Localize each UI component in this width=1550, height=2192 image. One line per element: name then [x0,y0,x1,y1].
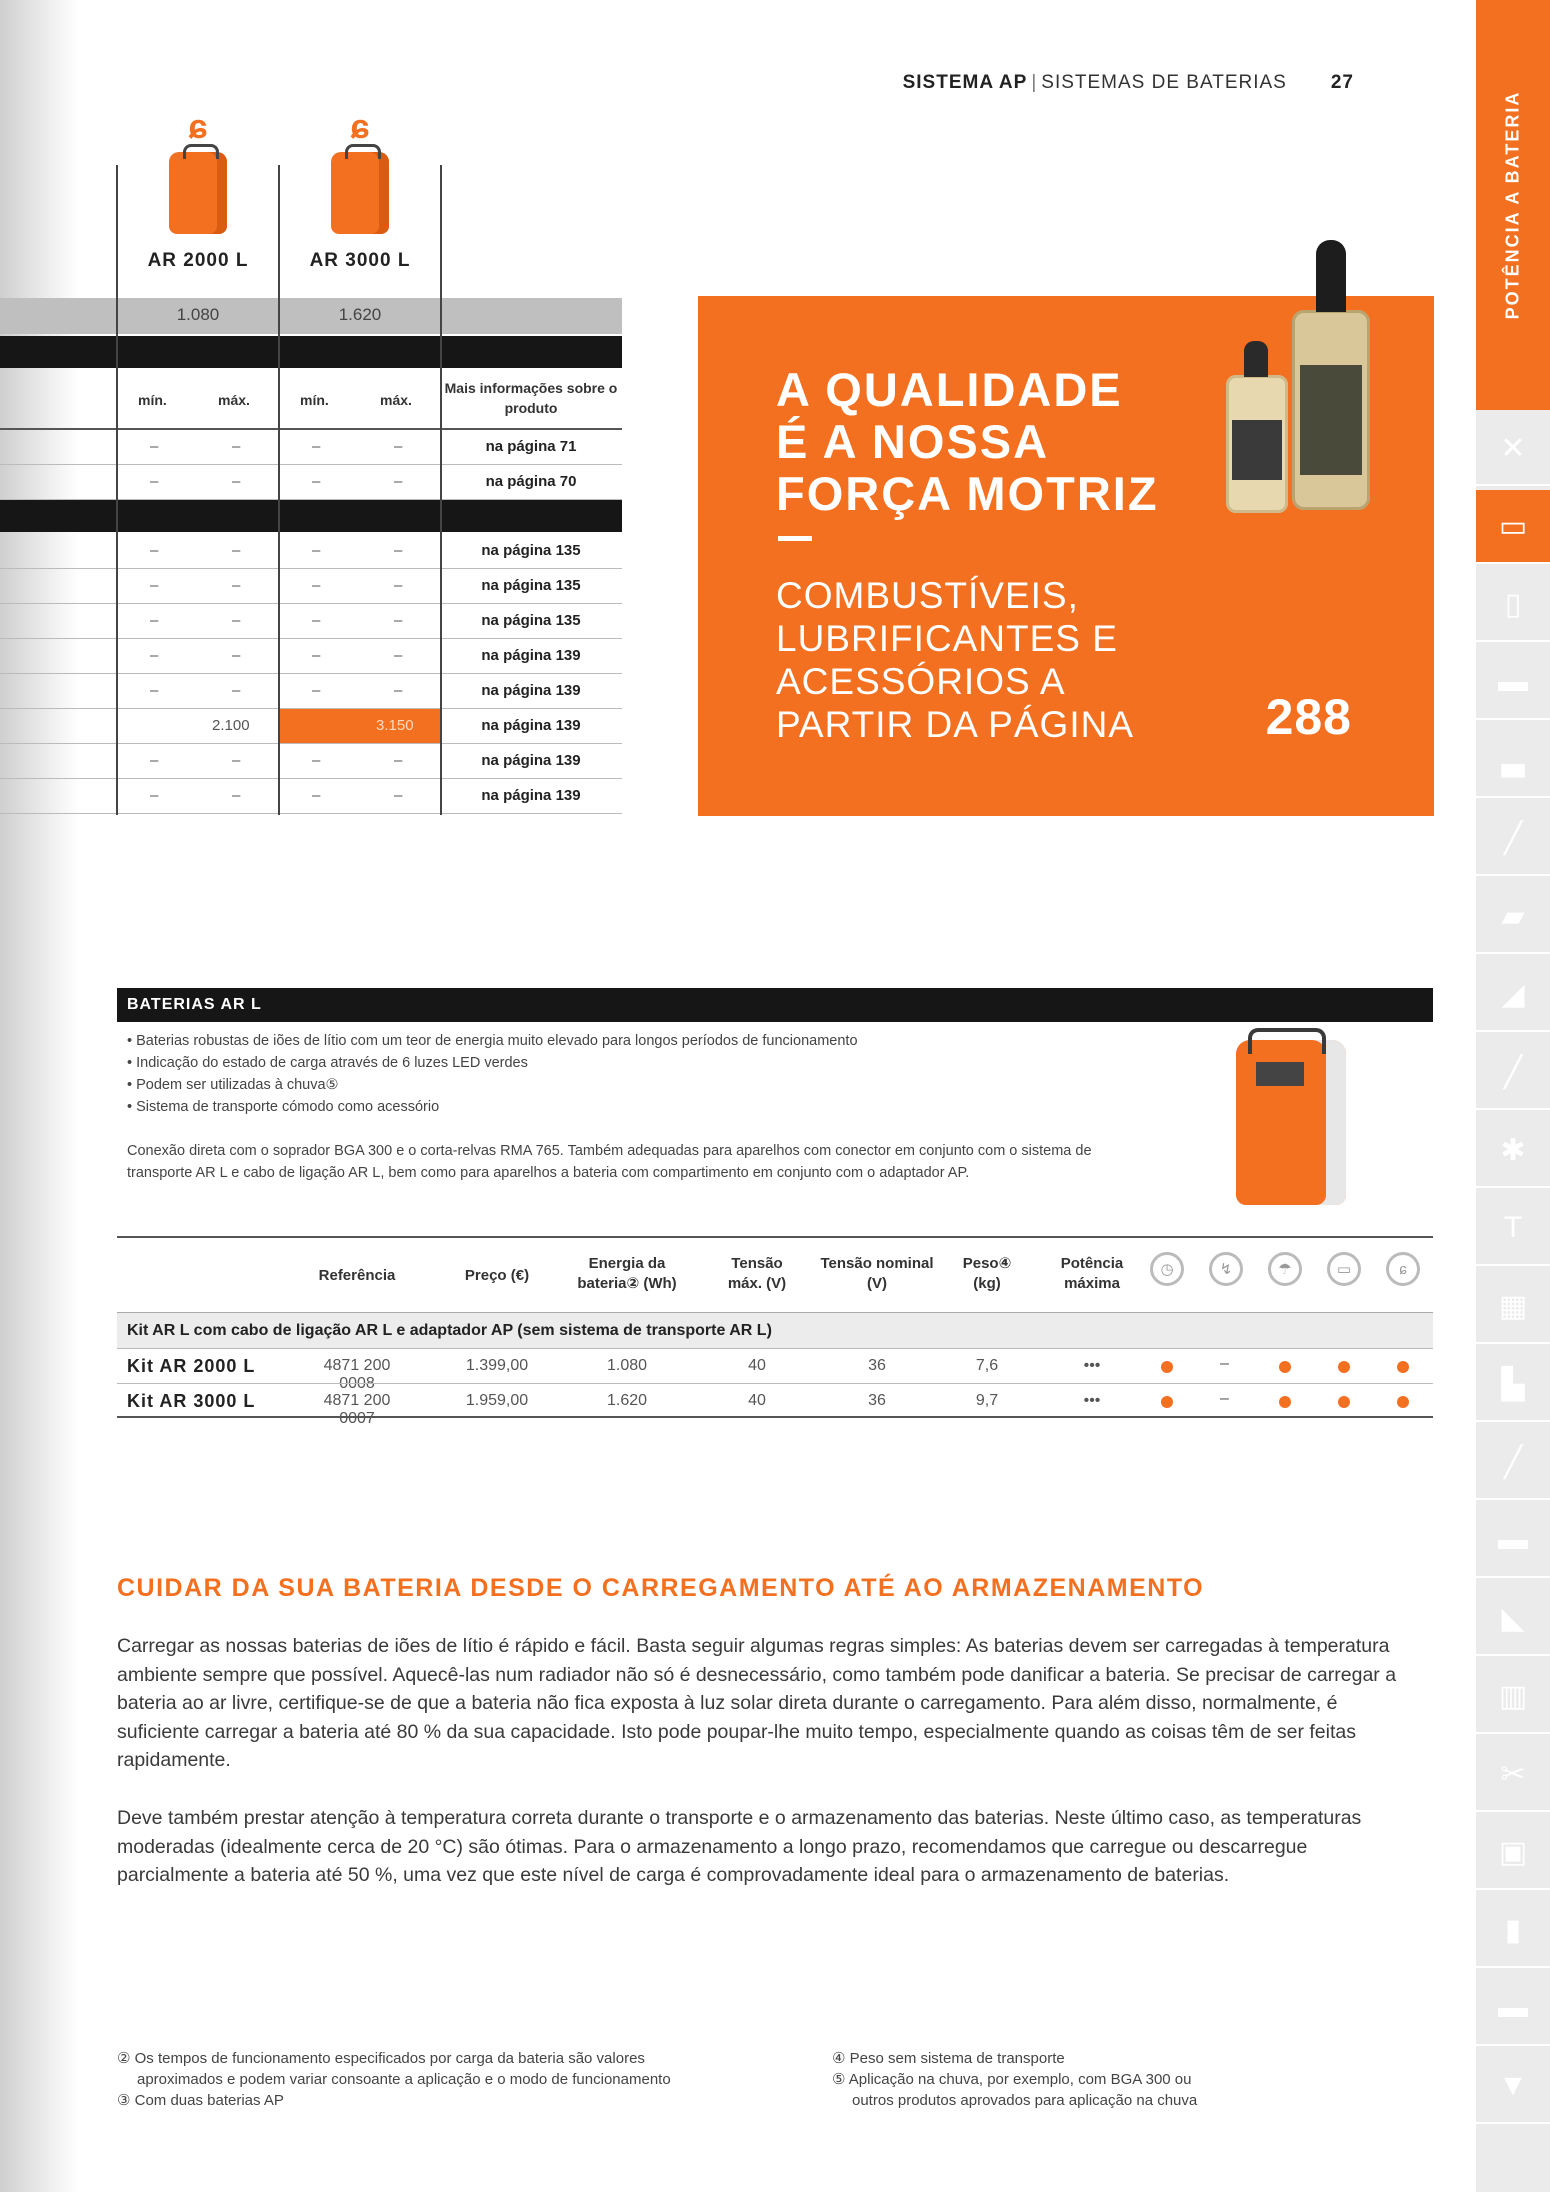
compatibility-dot [1161,1361,1173,1373]
footnote-4: ④ Peso sem sistema de transporte [832,2050,1065,2067]
max-power: ••• [1083,1392,1101,1409]
footnote-2: ② Os tempos de funcionamento especificados por carga da bateria são valores [117,2050,645,2067]
battery-icon[interactable]: ▭ [1476,490,1550,564]
book-icon[interactable]: ▥ [1476,1660,1550,1734]
category-sidebar [1476,0,1550,2192]
cell: – [150,473,159,490]
compatibility-dot [1338,1396,1350,1408]
max-header: máx. [218,392,250,408]
cell: – [1220,1390,1229,1407]
section-title: BATERIAS AR L [127,996,262,1013]
compatibility-dot [1397,1396,1409,1408]
shredder-icon[interactable]: ▦ [1476,1270,1550,1344]
tractor-icon[interactable]: ▙ [1476,1348,1550,1422]
table-row [117,1383,1433,1427]
page-reference: na página 71 [485,438,577,455]
ar-battery-image [1236,1040,1346,1205]
max-power: ••• [1083,1357,1101,1374]
list-item: • Baterias robustas de iões de lítio com um teor de energia muito elevado para longos períodos de funcionamento [127,1030,858,1052]
section-title-bar [117,988,1433,1022]
spec-table-header [117,1238,1433,1312]
cell: – [232,577,241,594]
cultivator-icon[interactable]: ✱ [1476,1114,1550,1188]
col-peso: Peso④ (kg) [962,1255,1012,1292]
header-system: SISTEMA AP [902,72,1028,93]
footnote-5: ⑤ Aplicação na chuva, por exemplo, com BGA 300 ou [832,2071,1192,2088]
promo-subtitle: COMBUSTÍVEIS, LUBRIFICANTES E ACESSÓRIOS A PARTIR DA PÁGINA [776,575,1134,745]
product-column-ar3000 [279,100,441,295]
ap-system-logo-icon: ɕ [350,108,370,146]
dog-icon[interactable]: ◣ [1476,1582,1550,1656]
cell: – [394,752,403,769]
cell: – [232,473,241,490]
chainsaw-icon[interactable]: ▬ [1476,646,1550,720]
energy-value: 1.620 [338,305,382,324]
cell: – [394,577,403,594]
saw-icon[interactable]: ▬ [1476,1504,1550,1578]
page-reference: na página 139 [481,682,581,699]
page-reference: na página 139 [481,787,581,804]
case-icon[interactable]: ▬ [1476,1972,1550,2046]
rain-icon: ☂ [1268,1252,1302,1286]
page-header [903,72,1354,94]
cell: – [312,682,321,699]
compatibility-dot [1338,1361,1350,1373]
compatibility-dot [1279,1361,1291,1373]
header-subtitle: SISTEMAS DE BATERIAS [1041,72,1287,93]
column-divider [116,165,118,815]
bottle-label [1232,420,1282,480]
max-header: máx. [380,392,412,408]
bottle-label [1300,365,1362,475]
pole-pruner-icon[interactable]: ╱ [1476,1036,1550,1110]
page-reference: na página 135 [481,612,581,629]
phone-icon[interactable]: ▯ [1476,568,1550,642]
promo-page-number: 288 [1265,689,1352,745]
box-icon[interactable]: ▣ [1476,1816,1550,1890]
min-header: mín. [300,392,329,408]
kit-name: Kit AR 3000 L [127,1391,256,1411]
sidebar-category-tab[interactable] [1476,0,1550,410]
weight: 7,6 [975,1357,999,1374]
footnote-5-cont: outros produtos aprovados para aplicação na chuva [852,2092,1198,2109]
battery-description: Conexão direta com o soprador BGA 300 e o corta-relvas RMA 765. Também adequadas para aparelhos com conector em conjunto com o sistema de transporte AR L e cabo de ligação AR L, bem como para aparelhos a bateria com compartimento em conjunto com o adaptador AP. [127,1143,1092,1181]
brushcutter-icon[interactable]: ╱ [1476,802,1550,876]
table-row [0,779,622,814]
care-heading: CUIDAR DA SUA BATERIA DESDE O CARREGAMENTO ATÉ AO ARMAZENAMENTO [117,1574,1205,1602]
footnote-2-cont: aproximados e podem variar consoante a aplicação e o modo de funcionamento [137,2071,671,2088]
cell: 2.100 [212,717,250,734]
table-row [0,465,622,500]
col-potencia: Potência máxima [1060,1255,1124,1292]
col-preco: Preço (€) [464,1267,530,1284]
compatibility-dot [1279,1396,1291,1408]
col-tensao-nominal: Tensão nominal (V) [820,1255,934,1292]
cell: – [150,612,159,629]
page-reference: na página 139 [481,752,581,769]
promo-title: A QUALIDADE É A NOSSA FORÇA MOTRIZ [776,363,1159,520]
cell: – [232,438,241,455]
spec-group-row [117,1312,1433,1348]
page-number: 27 [1330,72,1354,93]
battery-pack-image [169,152,227,234]
kit-name: Kit AR 2000 L [127,1356,256,1376]
cell: – [150,647,159,664]
battery-pack-image [331,152,389,234]
charge-icon: ↯ [1209,1252,1243,1286]
energy: 1.080 [606,1357,648,1374]
list-item: • Sistema de transporte cómodo como acessório [127,1096,858,1118]
column-divider [440,165,442,815]
cell: – [312,787,321,804]
col-referencia: Referência [318,1267,396,1284]
ap-system-icon: ɕ [1386,1252,1420,1286]
sidebar-category-label: POTÊNCIA A BATERIA [1502,90,1523,320]
cell: – [394,473,403,490]
energy-row [0,298,622,334]
price: 1.959,00 [465,1392,529,1409]
compatibility-dot [1161,1396,1173,1408]
blower-icon[interactable]: ▰ [1476,880,1550,954]
table-header-row [0,370,622,430]
care-paragraph-1: Carregar as nossas baterias de iões de lítio é rápido e fácil. Basta seguir algumas regras simples: As baterias devem ser carregadas à temperatura ambiente sempre que possível. Aquecê-las num radiador não só é desnecessário, como também pode danificar a bateria. Se precisar de carregar a bateria ao ar livre, certifique-se de que a bateria não fica exposta à luz solar direta durante o carregamento. Para além disso, normalmente, é suficiente carregar a bateria até 80 % da sua capacidade. Isto pode poupar-lhe muito tempo, especialmente quando as coisas têm de ser feitas rapidamente. [117,1635,1397,1771]
table-row [0,639,622,674]
care-paragraph-2: Deve também prestar atenção à temperatura correta durante o transporte e o armazenamento das baterias. Neste último caso, as temperaturas moderadas (idealmente cerca de 20 °C) são ótimas. Para o armazenamento a longo prazo, recomendamos que carregue ou descarregue parcialmente a bateria até 50 %, uma vez que este nível de carga é comprovadamente ideal para o armazenamento de baterias. [117,1807,1362,1886]
product-comparison-table [0,100,625,820]
promo-dash [778,536,812,541]
cell: – [232,612,241,629]
cell: – [394,438,403,455]
feature-list [127,1030,858,1118]
energy: 1.620 [606,1392,648,1409]
product-name: AR 3000 L [309,250,411,271]
cell: – [394,542,403,559]
page-reference: na página 139 [481,647,581,664]
cell: – [150,787,159,804]
table-divider-bar [0,336,622,368]
page-reference: na página 135 [481,577,581,594]
table-row [0,604,622,639]
product-column-ar2000 [117,100,279,295]
energy-value: 1.080 [176,305,220,324]
table-row-highlighted [0,709,622,744]
tools-icon[interactable]: ✕ [1476,412,1550,486]
cell: – [232,752,241,769]
price: 1.399,00 [465,1357,529,1374]
cell: – [394,787,403,804]
col-energia: Energia da bateria② (Wh) [577,1255,677,1292]
cell: – [394,647,403,664]
table-divider-bar [0,500,622,532]
ap-system-logo-icon: ɕ [188,108,208,146]
more-info-header: Mais informações sobre o produto [444,380,618,416]
cell: – [312,577,321,594]
trimmer-icon[interactable]: ╱ [1476,1426,1550,1500]
battery-display [1256,1062,1304,1086]
cell: – [394,682,403,699]
bottle-icon[interactable]: ▮ [1476,1894,1550,1968]
footnote-3: ③ Com duas baterias AP [117,2092,284,2109]
page-reference: na página 135 [481,542,581,559]
cell: – [394,612,403,629]
cell: – [232,787,241,804]
cell: – [232,647,241,664]
cell: – [312,473,321,490]
mower-icon[interactable]: ◢ [1476,958,1550,1032]
min-header: mín. [138,392,167,408]
pruner-icon[interactable]: ✂ [1476,1738,1550,1812]
column-divider [278,165,280,815]
hedge-trimmer-icon[interactable]: ▃ [1476,724,1550,798]
highlight-cell [280,709,440,743]
cell: 3.150 [376,717,414,734]
table-row [0,674,622,709]
voltage-nominal: 36 [868,1392,886,1409]
table-row [0,534,622,569]
cell: – [1220,1355,1229,1372]
cell: – [312,438,321,455]
cell: – [150,752,159,769]
sprayer-icon[interactable]: T [1476,1192,1550,1266]
voltage-nominal: 36 [868,1357,886,1374]
list-item: • Indicação do estado de carga através de 6 luzes LED verdes [127,1052,858,1074]
col-tensao-max: Tensão máx. (V) [727,1255,787,1292]
header-separator: | [1031,72,1038,93]
table-row [117,1348,1433,1392]
cell: – [312,612,321,629]
page-reference: na página 139 [481,717,581,734]
page-reference: na página 70 [485,473,577,490]
cell: – [312,647,321,664]
cell: – [232,542,241,559]
cell: – [150,682,159,699]
table-row [0,744,622,779]
list-item: • Podem ser utilizadas à chuva⑤ [127,1074,858,1096]
voltage-max: 40 [748,1392,766,1409]
voltage-max: 40 [748,1357,766,1374]
cell: – [150,542,159,559]
table-row [0,430,622,465]
weight: 9,7 [975,1392,999,1409]
cell: – [312,752,321,769]
cell: – [150,438,159,455]
ref-number: 4871 200 0008 [323,1357,391,1392]
spec-table [117,1236,1433,1427]
cell: – [232,682,241,699]
group-label: Kit AR L com cabo de ligação AR L e adaptador AP (sem sistema de transporte AR L) [127,1322,772,1339]
cell: – [150,577,159,594]
product-name: AR 2000 L [147,250,249,271]
cell: – [312,542,321,559]
ref-number: 4871 200 0007 [323,1392,391,1427]
compatibility-dot [1397,1361,1409,1373]
table-row [0,569,622,604]
runtime-icon: ◷ [1150,1252,1184,1286]
shirt-icon[interactable]: ▼ [1476,2050,1550,2124]
compartment-icon: ▭ [1327,1252,1361,1286]
